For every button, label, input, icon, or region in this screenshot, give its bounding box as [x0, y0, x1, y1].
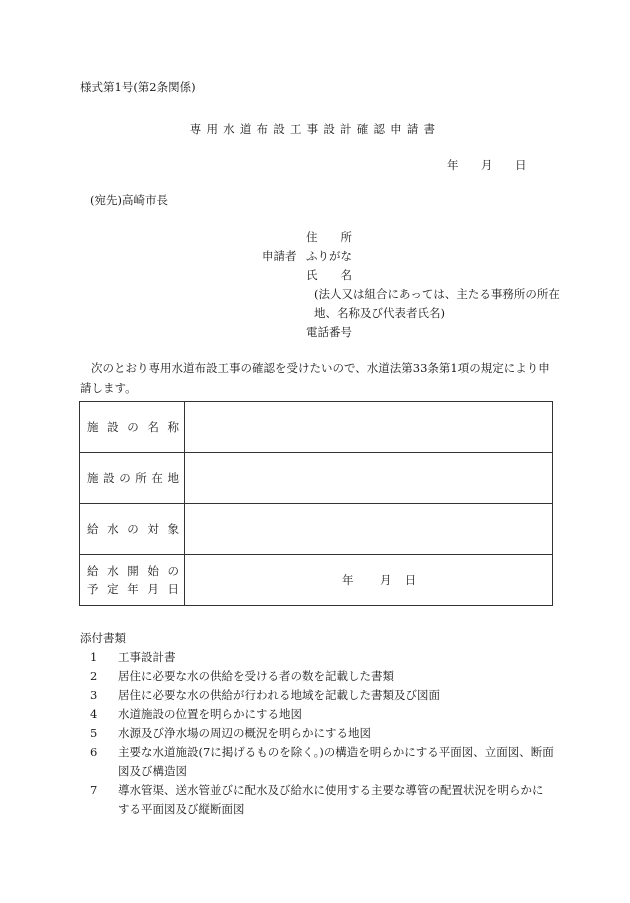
attachment-text: 主要な水道施設(7に掲げるものを除く。)の構造を明らかにする平面図、立面図、断面図及び構造図	[118, 745, 554, 778]
attachment-number: 7	[90, 783, 98, 797]
date-month-label: 月	[481, 158, 493, 172]
schedule-month-label: 月	[380, 573, 392, 587]
attachment-number: 2	[90, 669, 98, 683]
list-item	[80, 743, 554, 781]
list-item	[80, 781, 554, 819]
date-day-label: 日	[515, 158, 527, 172]
date-year-label: 年	[447, 158, 459, 172]
applicant-phone-label: 電話番号	[306, 325, 352, 339]
list-item	[80, 686, 554, 705]
attachment-text: 居住に必要な水の供給が行われる地域を記載した書類及び図面	[118, 688, 440, 702]
application-date	[447, 157, 527, 173]
attachment-text: 居住に必要な水の供給を受ける者の数を記載した書類	[118, 669, 394, 683]
supply-start-label-line2: 予定年月日	[87, 582, 179, 596]
supply-target-field[interactable]	[185, 504, 553, 555]
supply-start-date-field[interactable]	[185, 555, 553, 606]
list-item	[80, 648, 554, 667]
supply-start-label-line1: 給水開始の	[87, 564, 179, 578]
form-number: 様式第1号(第2条関係)	[80, 80, 196, 94]
attachment-text: 水道施設の位置を明らかにする地図	[118, 707, 302, 721]
facility-table	[79, 401, 553, 606]
attachment-number: 5	[90, 726, 98, 740]
attachment-text: 工事設計書	[118, 650, 176, 664]
applicant-furigana-label: ふりがな	[306, 249, 352, 263]
request-statement: 次のとおり専用水道布設工事の確認を受けたいので、水道法第33条第1項の規定により申請します。	[80, 361, 550, 395]
attachments-list	[80, 648, 554, 819]
addressee: (宛先)高崎市長	[90, 193, 168, 207]
attachments-heading: 添付書類	[80, 631, 126, 645]
applicant-name-label: 氏 名	[306, 268, 352, 282]
list-item	[80, 667, 554, 686]
table-row	[80, 555, 553, 606]
facility-name-label: 施設の名称	[80, 402, 185, 453]
table-row	[80, 402, 553, 453]
applicant-corporate-note: (法人又は組合にあっては、主たる事務所の所在地、名称及び代表者氏名)	[314, 287, 560, 320]
document-title: 専用水道布設工事設計確認申請書	[189, 122, 441, 136]
table-row	[80, 453, 553, 504]
attachment-number: 6	[90, 745, 98, 759]
supply-target-label: 給水の対象	[80, 504, 185, 555]
attachment-number: 4	[90, 707, 98, 721]
schedule-year-label: 年	[342, 573, 354, 587]
applicant-address-label: 住 所	[306, 230, 352, 244]
supply-start-label	[80, 555, 185, 606]
list-item	[80, 724, 554, 743]
facility-location-field[interactable]	[185, 453, 553, 504]
applicant-block	[262, 228, 562, 342]
attachment-number: 1	[90, 650, 98, 664]
table-row	[80, 504, 553, 555]
attachment-number: 3	[90, 688, 98, 702]
attachment-text: 導水管渠、送水管並びに配水及び給水に使用する主要な導管の配置状況を明らかにする平面図及び縦断面図	[118, 783, 544, 816]
facility-name-field[interactable]	[185, 402, 553, 453]
schedule-day-label: 日	[404, 573, 417, 587]
facility-location-label: 施設の所在地	[80, 453, 185, 504]
list-item	[80, 705, 554, 724]
attachment-text: 水源及び浄水場の周辺の概況を明らかにする地図	[118, 726, 371, 740]
applicant-label: 申請者	[262, 249, 297, 263]
